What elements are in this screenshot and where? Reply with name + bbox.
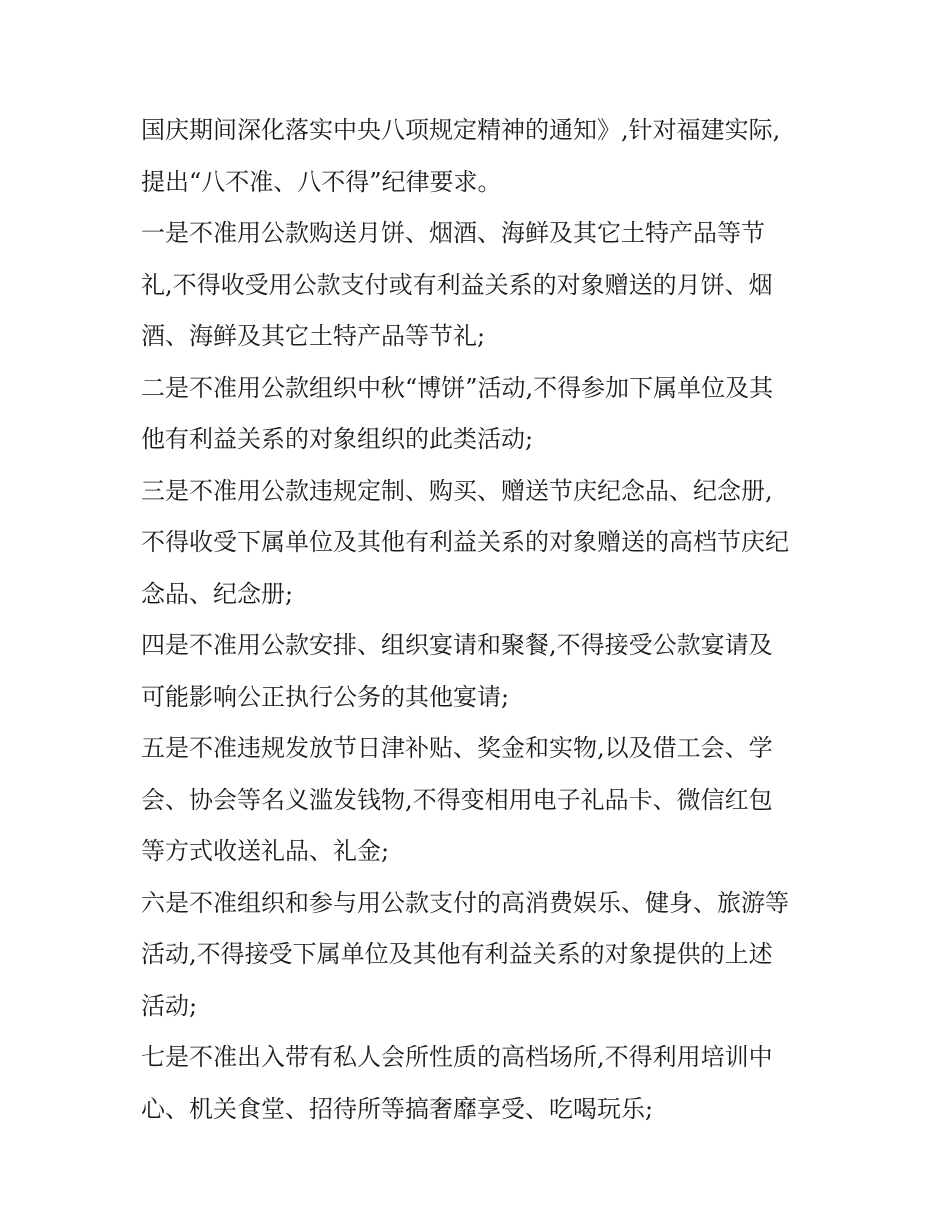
text-line: 六是不准组织和参与用公款支付的高消费娱乐、健身、旅游等	[141, 888, 789, 917]
text-line: 不得收受下属单位及其他有利益关系的对象赠送的高档节庆纪	[141, 528, 789, 556]
text-line: 提出“八不准、八不得”纪律要求。	[141, 167, 502, 196]
text-line: 活动;	[141, 991, 198, 1020]
text-line: 他有利益关系的对象组织的此类活动;	[141, 425, 534, 453]
text-line: 会、协会等名义滥发钱物,不得变相用电子礼品卡、微信红包	[141, 785, 773, 814]
text-line: 七是不准出入带有私人会所性质的高档场所,不得利用培训中	[141, 1043, 773, 1071]
text-line: 酒、海鲜及其它土特产品等节礼;	[141, 322, 486, 350]
text-line: 国庆期间深化落实中央八项规定精神的通知》,针对福建实际,	[141, 116, 781, 144]
text-line: 活动,不得接受下属单位及其他有利益关系的对象提供的上述	[141, 940, 773, 968]
text-line: 四是不准用公款安排、组织宴请和聚餐,不得接受公款宴请及	[141, 631, 773, 659]
text-line: 一是不准用公款购送月饼、烟酒、海鲜及其它土特产品等节	[141, 219, 765, 247]
text-line: 礼,不得收受用公款支付或有利益关系的对象赠送的月饼、烟	[141, 270, 773, 299]
text-line: 三是不准用公款违规定制、购买、赠送节庆纪念品、纪念册,	[141, 476, 773, 505]
document-body	[141, 105, 821, 1135]
text-line: 念品、纪念册;	[141, 579, 294, 608]
text-line: 五是不准违规发放节日津补贴、奖金和实物,以及借工会、学	[141, 734, 773, 762]
text-line: 可能影响公正执行公务的其他宴请;	[141, 682, 510, 711]
text-line: 等方式收送礼品、礼金;	[141, 837, 390, 865]
text-line: 心、机关食堂、招待所等搞奢靡享受、吃喝玩乐;	[141, 1094, 654, 1123]
text-line: 二是不准用公款组织中秋“博饼”活动,不得参加下属单位及其	[141, 373, 774, 402]
